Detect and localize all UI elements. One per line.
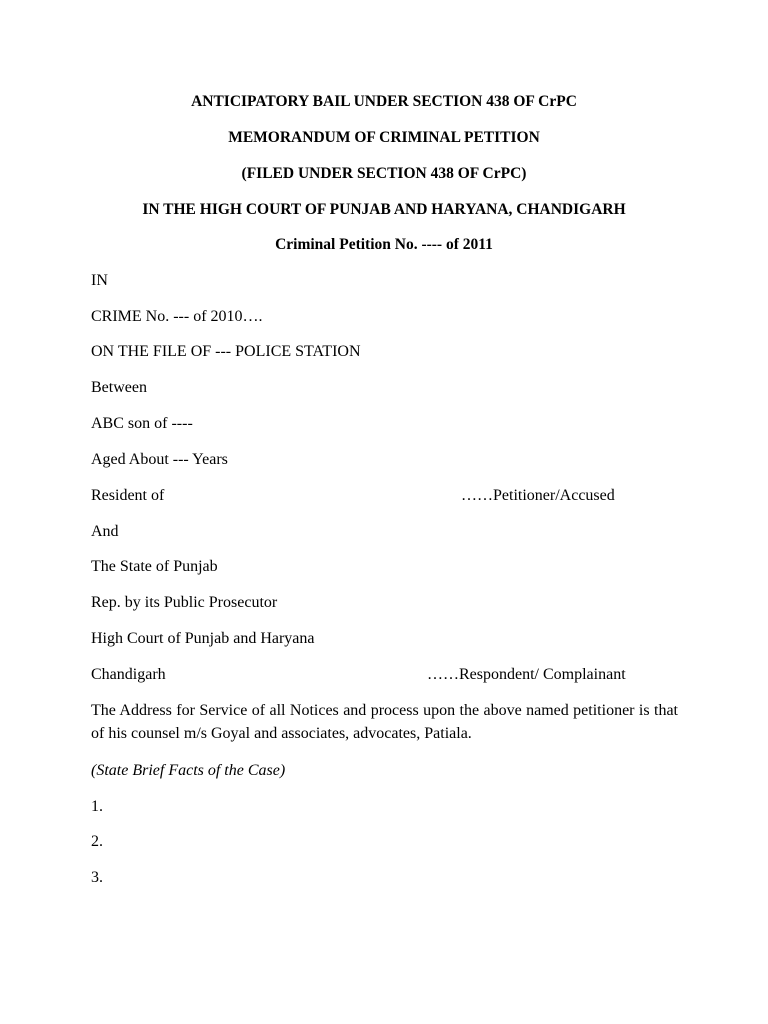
police-station-line: ON THE FILE OF --- POLICE STATION [91,343,361,360]
memorandum-heading: MEMORANDUM OF CRIMINAL PETITION [228,129,540,146]
and-label: And [91,523,119,540]
crime-number: CRIME No. --- of 2010…. [91,308,263,325]
in-label: IN [91,272,108,289]
petitioner-age: Aged About --- Years [91,451,228,468]
address-paragraph: The Address for Service of all Notices and process upon the above named petitioner is that of his counsel m/s Goyal and associates, advocates, Patiala. [91,702,678,742]
city-label: Chandigarh [91,666,166,683]
filed-under-heading: (FILED UNDER SECTION 438 OF CrPC) [241,165,527,182]
resident-label: Resident of [91,487,165,504]
document-title: ANTICIPATORY BAIL UNDER SECTION 438 OF CrPC [191,93,577,110]
list-item: 1. [91,798,103,815]
court-name-line: High Court of Punjab and Haryana [91,630,315,647]
list-item: 2. [91,833,103,850]
state-name: The State of Punjab [91,558,218,575]
petitioner-name: ABC son of ---- [91,415,193,432]
respondent-role: ……Respondent/ Complainant [427,666,626,683]
public-prosecutor-line: Rep. by its Public Prosecutor [91,594,278,611]
between-label: Between [91,379,147,396]
court-heading: IN THE HIGH COURT OF PUNJAB AND HARYANA, CHANDIGARH [142,201,626,218]
petition-number-heading: Criminal Petition No. ---- of 2011 [275,236,493,253]
petitioner-role: ……Petitioner/Accused [461,487,615,504]
facts-heading: (State Brief Facts of the Case) [91,762,286,779]
list-item: 3. [91,869,103,886]
